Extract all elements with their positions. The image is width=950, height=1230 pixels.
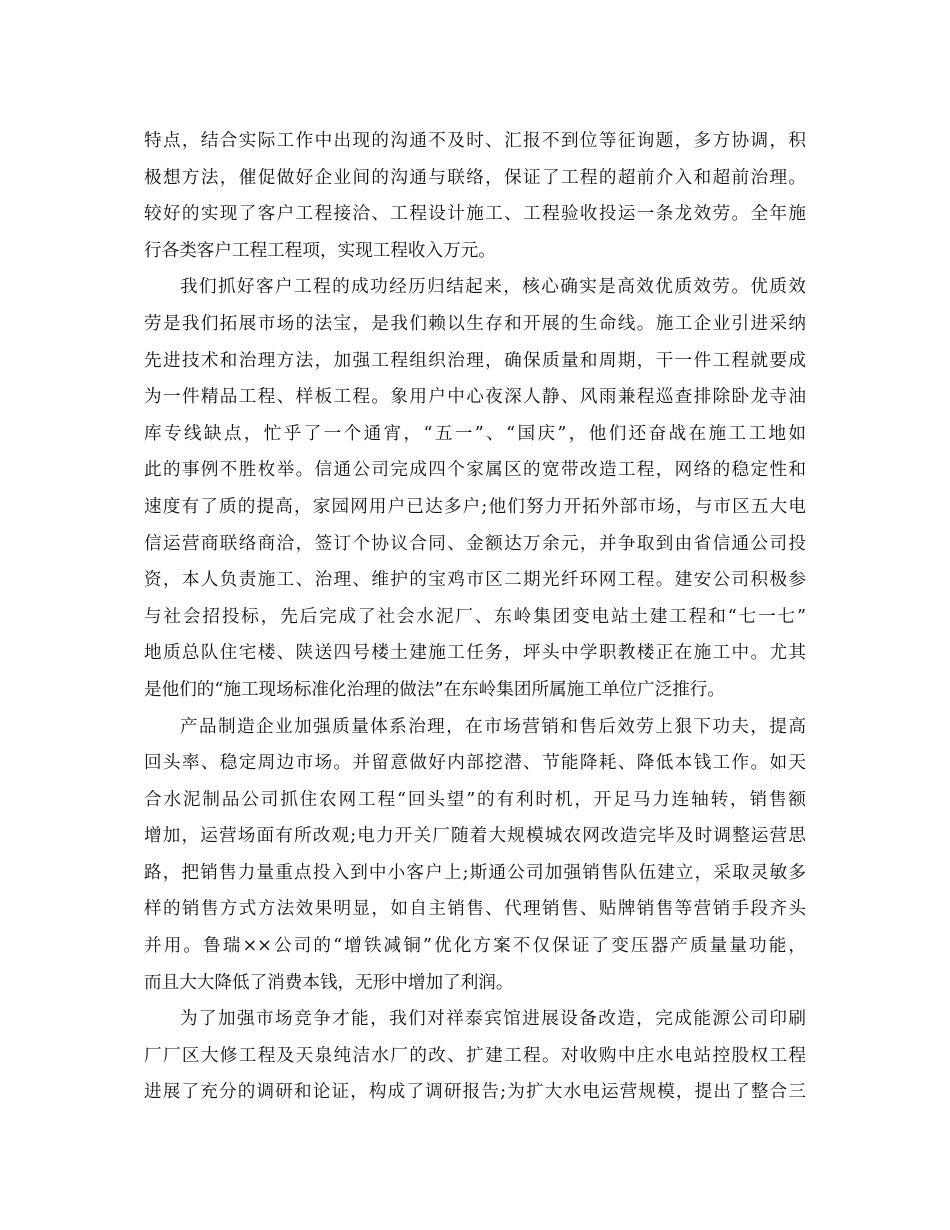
paragraph-3-line-3: 合水泥制品公司抓住农网工程“回头望”的有利时机，开足马力连轴转，销售额 — [144, 789, 806, 810]
paragraph-2-line-5: 库专线缺点，忙乎了一个通宵，“五一”、“国庆”，他们还奋战在施工工地如 — [144, 423, 806, 444]
paragraph-3-line-2: 回头率、稳定周边市场。并留意做好内部挖潜、节能降耗、降低本钱工作。如天 — [144, 753, 806, 774]
paragraph-2-line-8: 信运营商联络商洽，签订个协议合同、金额达万余元，并争取到由省信通公司投 — [144, 533, 806, 554]
paragraph-3-line-1: 产品制造企业加强质量体系治理，在市场营销和售后效劳上狠下功夫，提高 — [180, 716, 806, 737]
paragraph-3-line-4: 增加，运营场面有所改观;电力开关厂随着大规模城农网改造完毕及时调整运营思 — [144, 826, 806, 847]
paragraph-3-line-8: 而且大大降低了消费本钱，无形中增加了利润。 — [144, 972, 514, 993]
paragraph-2-line-7: 速度有了质的提高，家园网用户已达多户;他们努力开拓外部市场，与市区五大电 — [144, 496, 806, 517]
paragraph-2-line-6: 此的事例不胜枚举。信通公司完成四个家属区的宽带改造工程，网络的稳定性和 — [144, 460, 806, 481]
document-page — [144, 123, 806, 1111]
paragraph-2-line-4: 为一件精品工程、样板工程。象用户中心夜深人静、风雨兼程巡查排除卧龙寺油 — [144, 387, 806, 408]
paragraph-1-line-3: 较好的实现了客户工程接洽、工程设计施工、工程验收投运一条龙效劳。全年施 — [144, 204, 806, 225]
paragraph-4-line-2: 厂厂区大修工程及天泉纯洁水厂的改、扩建工程。对收购中庄水电站控股权工程 — [144, 1045, 806, 1066]
paragraph-2-line-2: 劳是我们拓展市场的法宝，是我们赖以生存和开展的生命线。施工企业引进采纳 — [144, 313, 806, 334]
paragraph-3-line-7: 并用。鲁瑞××公司的“增铁减铜”优化方案不仅保证了变压器产质量量功能， — [144, 936, 806, 957]
paragraph-2-line-12: 是他们的“施工现场标准化治理的做法”在东岭集团所属施工单位广泛推行。 — [144, 679, 725, 700]
paragraph-1-line-4: 行各类客户工程工程项，实现工程收入万元。 — [144, 240, 496, 261]
paragraph-3-line-5: 路，把销售力量重点投入到中小客户上;斯通公司加强销售队伍建立，采取灵敏多 — [144, 862, 806, 883]
paragraph-2-line-9: 资，本人负责施工、治理、维护的宝鸡市区二期光纤环网工程。建安公司积极参 — [144, 570, 806, 591]
paragraph-4-line-3: 进展了充分的调研和论证，构成了调研报告;为扩大水电运营规模，提出了整合三 — [144, 1082, 806, 1103]
paragraph-4-line-1: 为了加强市场竞争才能，我们对祥泰宾馆进展设备改造，完成能源公司印刷 — [180, 1009, 806, 1030]
paragraph-2-line-11: 地质总队住宅楼、陕送四号楼土建施工任务，坪头中学职教楼正在施工中。尤其 — [144, 643, 806, 664]
paragraph-1-line-1: 特点，结合实际工作中出现的沟通不及时、汇报不到位等征询题，多方协调，积 — [144, 131, 806, 151]
paragraph-2-line-10: 与社会招投标，先后完成了社会水泥厂、东岭集团变电站土建工程和“七一七” — [144, 606, 806, 627]
paragraph-2-line-3: 先进技术和治理方法，加强工程组织治理，确保质量和周期，干一件工程就要成 — [144, 350, 806, 371]
paragraph-3-line-6: 样的销售方式方法效果明显，如自主销售、代理销售、贴牌销售等营销手段齐头 — [144, 899, 806, 920]
paragraph-2-line-1: 我们抓好客户工程的成功经历归结起来，核心确实是高效优质效劳。优质效 — [180, 277, 806, 298]
paragraph-1-line-2: 极想方法，催促做好企业间的沟通与联络，保证了工程的超前介入和超前治理。 — [144, 167, 806, 188]
